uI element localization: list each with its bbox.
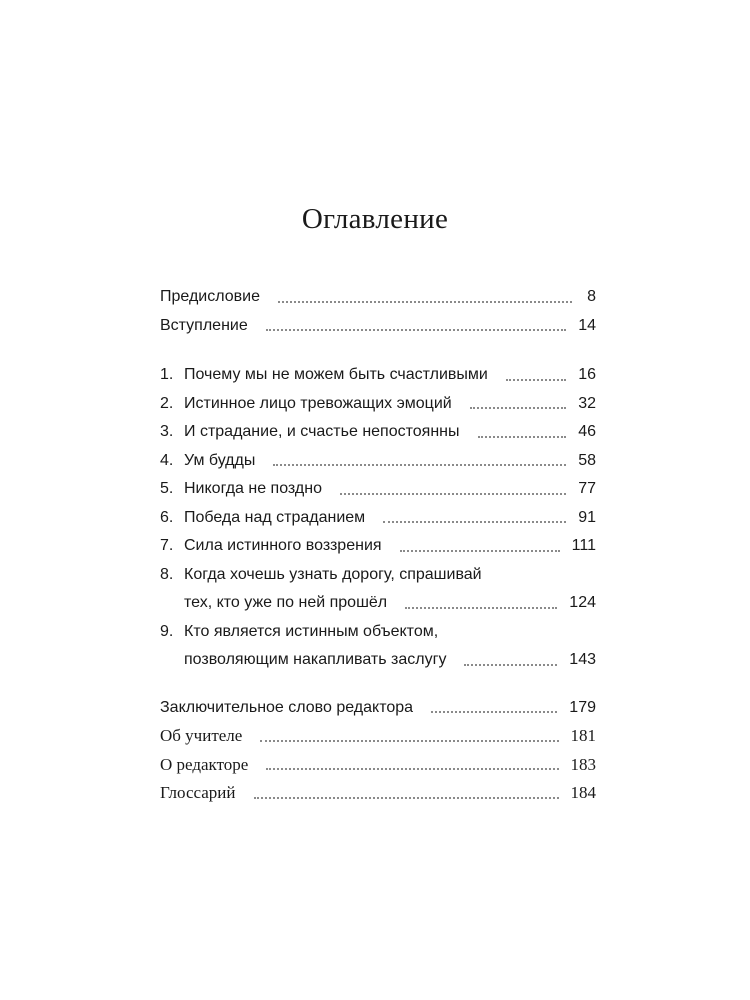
entry-title: Почему мы не можем быть счастливыми [184,366,488,383]
toc-entry-chapter-3[interactable] [160,418,596,447]
entry-title: Ум будды [184,451,256,469]
toc-entry-chapter-8[interactable] [160,561,596,618]
page-number: 77 [578,480,596,497]
dot-leader [383,521,566,523]
entry-title-line-1: Кто является истинным объектом, [184,622,439,640]
dot-leader [254,797,559,799]
chapter-number: 4. [160,451,174,469]
toc-entry-chapter-1[interactable] [160,361,596,390]
toc-entry-chapter-9[interactable] [160,618,596,675]
page-number: 91 [578,508,596,526]
chapter-number: 8. [160,565,174,583]
entry-title-line-2: тех, кто уже по ней прошёл [184,594,388,611]
dot-leader [400,550,560,552]
dot-leader [266,329,566,331]
page-number: 111 [571,537,596,554]
toc-entry-about-editor[interactable] [160,751,596,780]
entry-title-line-1: Когда хочешь узнать дорогу, спрашивай [184,565,482,583]
dot-leader [431,711,557,713]
page-number: 179 [569,698,596,716]
page-number: 183 [570,754,596,774]
front-matter-list [160,283,596,340]
chapter-number: 5. [160,480,174,497]
page-number: 16 [578,366,596,383]
page-number: 184 [570,783,596,802]
page-number: 32 [578,394,596,412]
chapter-number: 6. [160,508,174,526]
entry-title: Истинное лицо тревожащих эмоций [184,394,452,412]
page-number: 14 [578,316,596,334]
entry-title: И страдание, и счастье непостоянны [184,423,460,440]
toc-entry-chapter-7[interactable] [160,532,596,561]
dot-leader [506,379,566,381]
page-number: 8 [587,288,596,305]
entry-title: Заключительное слово редактора [160,698,414,716]
page-title: Оглавление [301,203,449,235]
chapter-number: 9. [160,622,174,640]
page-number: 58 [578,451,596,469]
toc-entry-preface[interactable] [160,283,596,312]
dot-leader [260,740,558,742]
entry-title: Победа над страданием [184,508,366,526]
dot-leader [278,301,572,303]
chapter-number: 2. [160,394,174,412]
toc-entry-introduction[interactable] [160,312,596,341]
chapter-list [160,361,596,675]
toc-entry-chapter-4[interactable] [160,447,596,476]
entry-title: О редакторе [160,754,249,774]
dot-leader [273,464,566,466]
entry-title: Глоссарий [160,783,236,802]
toc-entry-chapter-2[interactable] [160,390,596,419]
entry-title: Никогда не поздно [184,480,322,497]
toc-entry-editor-afterword[interactable] [160,694,596,723]
table-of-contents [160,283,596,808]
toc-entry-chapter-6[interactable] [160,504,596,533]
entry-title: Сила истинного воззрения [184,537,382,554]
back-matter-list [160,694,596,808]
toc-entry-glossary[interactable] [160,779,596,808]
dot-leader [464,664,557,666]
entry-title: Предисловие [160,288,260,305]
dot-leader [478,436,567,438]
page-number: 181 [570,726,596,745]
toc-entry-chapter-5[interactable] [160,475,596,504]
page-number: 143 [569,651,596,668]
chapter-number: 7. [160,537,174,554]
dot-leader [266,768,558,770]
dot-leader [405,607,557,609]
entry-title: Об учителе [160,726,243,745]
chapter-number: 3. [160,423,174,440]
page-number: 46 [578,423,596,440]
chapter-number: 1. [160,366,174,383]
dot-leader [340,493,566,495]
toc-entry-about-teacher[interactable] [160,722,596,751]
page-number: 124 [569,594,596,611]
entry-title-line-2: позволяющим накапливать заслугу [184,651,447,668]
dot-leader [470,407,567,409]
entry-title: Вступление [160,316,248,334]
